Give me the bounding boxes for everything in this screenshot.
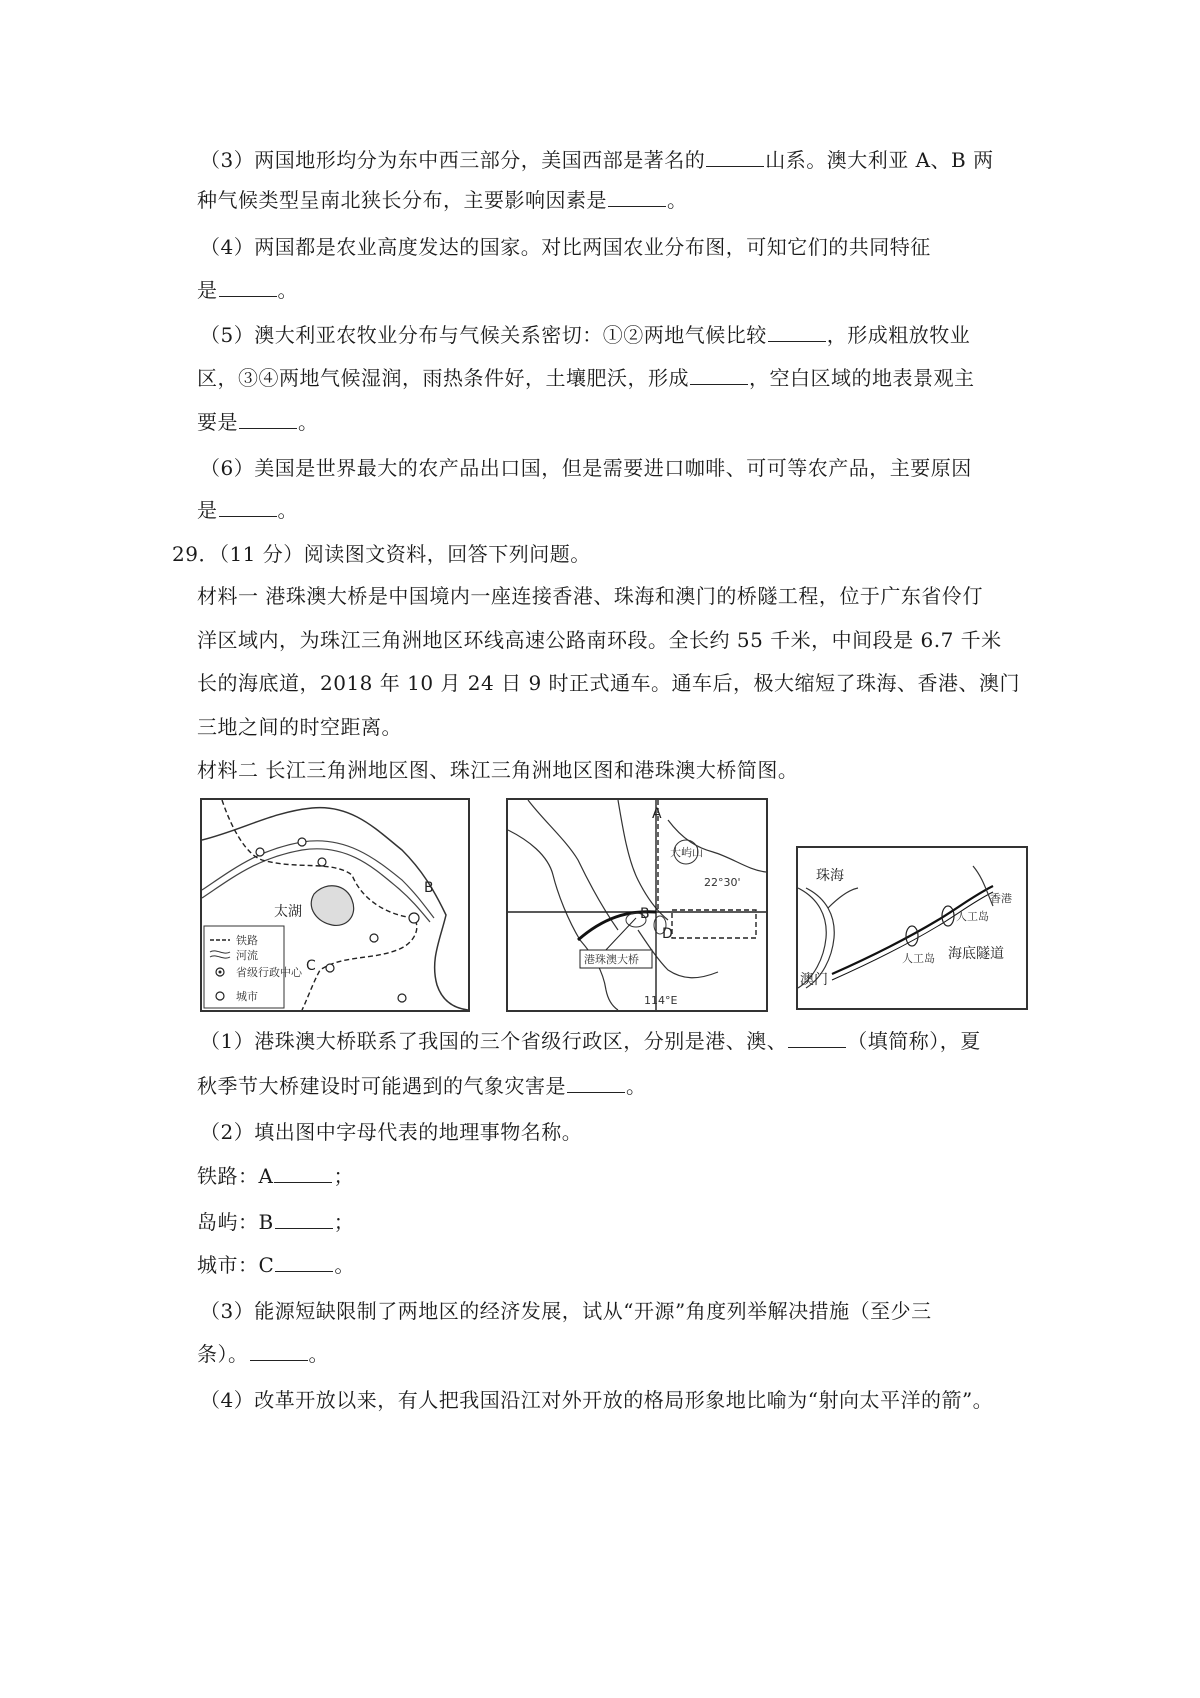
text: 山系。澳大利亚 A、B 两 bbox=[765, 148, 994, 172]
material-1-line1: 材料一 港珠澳大桥是中国境内一座连接香港、珠海和澳门的桥隧工程，位于广东省伶仃 bbox=[197, 584, 983, 608]
text: 种气候类型呈南北狭长分布，主要影响因素是 bbox=[197, 188, 607, 212]
text: 是 bbox=[197, 278, 218, 302]
text: （1）港珠澳大桥联系了我国的三个省级行政区，分别是港、澳、 bbox=[200, 1029, 788, 1053]
river bbox=[508, 830, 618, 1010]
answer-blank[interactable] bbox=[239, 410, 297, 429]
lon-label: 114°E bbox=[644, 994, 678, 1007]
text: （填简称），夏 bbox=[847, 1029, 981, 1053]
q29-sub3-line2 bbox=[197, 1340, 329, 1368]
text: ，形成粗放牧业 bbox=[826, 323, 971, 347]
hk-label: 大屿山 bbox=[670, 846, 703, 859]
provincial-capital-marker bbox=[409, 913, 419, 923]
q28-part5-line1 bbox=[200, 321, 970, 349]
text: ； bbox=[333, 1210, 355, 1234]
material-1-line4: 三地之间的时空距离。 bbox=[197, 715, 402, 739]
legend-city: 城市 bbox=[236, 990, 258, 1003]
text: 是 bbox=[197, 498, 218, 522]
text: （6）美国是世界最大的农产品出口国，但是需要进口咖啡、可可等农产品，主要原因 bbox=[200, 456, 972, 480]
city-marker bbox=[298, 838, 306, 846]
bridge-box-label: 港珠澳大桥 bbox=[584, 953, 639, 966]
q29-sub3-line1: （3）能源短缺限制了两地区的经济发展，试从“开源”角度列举解决措施（至少三 bbox=[200, 1299, 932, 1323]
macau-label: 澳门 bbox=[800, 972, 828, 988]
q28-part3-line1 bbox=[200, 146, 994, 174]
text: 要是 bbox=[197, 410, 238, 434]
answer-blank[interactable] bbox=[250, 1342, 308, 1361]
lake-label: 太湖 bbox=[274, 904, 302, 920]
q28-part4-line2 bbox=[197, 276, 298, 304]
q29-sub1-line2 bbox=[197, 1072, 647, 1100]
text: 。 bbox=[308, 1342, 329, 1366]
island2-label: 人工岛 bbox=[902, 952, 935, 965]
answer-blank[interactable] bbox=[706, 148, 764, 167]
text: ，空白区域的地表景观主 bbox=[749, 366, 975, 390]
city-marker bbox=[256, 848, 264, 856]
text: 区，③④两地气候湿润，雨热条件好，土壤肥沃，形成 bbox=[197, 366, 689, 390]
lat-label: 22°30' bbox=[704, 876, 741, 889]
letter-b: B bbox=[424, 880, 434, 896]
coastline bbox=[828, 888, 858, 908]
answer-blank[interactable] bbox=[690, 366, 748, 385]
city-marker bbox=[370, 934, 378, 942]
q29-sub4: （4）改革开放以来，有人把我国沿江对外开放的格局形象地比喻为“射向太平洋的箭”。 bbox=[200, 1388, 994, 1412]
q28-part5-line3 bbox=[197, 408, 319, 436]
legend-railway: 铁路 bbox=[236, 934, 258, 947]
text: （4）两国都是农业高度发达的国家。对比两国农业分布图，可知它们的共同特征 bbox=[200, 235, 931, 259]
q28-part6-line2 bbox=[197, 496, 298, 524]
boundary-box bbox=[672, 910, 756, 938]
q29-sub2: （2）填出图中字母代表的地理事物名称。 bbox=[200, 1120, 583, 1144]
answer-blank[interactable] bbox=[567, 1074, 625, 1093]
pearl-delta-map bbox=[506, 798, 768, 1012]
river bbox=[528, 800, 618, 930]
material-1-line3: 长的海底道，2018 年 10 月 24 日 9 时正式通车。通车后，极大缩短了珠海、香港、澳门 bbox=[197, 671, 1021, 695]
text: ； bbox=[333, 1164, 354, 1188]
answer-blank[interactable] bbox=[219, 278, 277, 297]
text: 秋季节大桥建设时可能遇到的气象灾害是 bbox=[197, 1074, 566, 1098]
hzmb-diagram bbox=[796, 846, 1028, 1010]
text: 城市：C bbox=[197, 1253, 275, 1277]
letter-c: C bbox=[306, 958, 316, 974]
map-legend bbox=[204, 926, 303, 1008]
answer-blank[interactable] bbox=[768, 323, 826, 342]
q29-sub2-a bbox=[197, 1162, 354, 1190]
zhuhai-label: 珠海 bbox=[816, 868, 844, 884]
text: 。 bbox=[298, 410, 319, 434]
text: 。 bbox=[334, 1253, 355, 1277]
text: 。 bbox=[626, 1074, 647, 1098]
q29-sub2-c bbox=[197, 1251, 355, 1279]
q28-part3-line2 bbox=[197, 186, 688, 214]
text: 条）。 bbox=[197, 1342, 249, 1366]
city-marker bbox=[318, 858, 326, 866]
letter-e: B bbox=[640, 906, 650, 922]
q29-sub2-b bbox=[197, 1208, 354, 1236]
taihu-lake bbox=[311, 886, 353, 926]
answer-blank[interactable] bbox=[275, 1253, 333, 1272]
legend-river: 河流 bbox=[236, 949, 258, 962]
q28-part4-line1 bbox=[200, 233, 931, 261]
callout-line bbox=[604, 918, 636, 952]
letter-d: D bbox=[662, 926, 673, 942]
city-marker bbox=[398, 994, 406, 1002]
bridge-line bbox=[832, 892, 993, 980]
letter-a: A bbox=[652, 806, 662, 822]
text: （3）两国地形均分为东中西三部分，美国西部是著名的 bbox=[200, 148, 706, 172]
answer-blank[interactable] bbox=[219, 498, 277, 517]
answer-blank[interactable] bbox=[275, 1210, 333, 1229]
tunnel-label: 海底隧道 bbox=[948, 946, 1004, 962]
answer-blank[interactable] bbox=[788, 1029, 846, 1048]
text: 。 bbox=[667, 188, 688, 212]
material-2: 材料二 长江三角洲地区图、珠江三角洲地区图和港珠澳大桥简图。 bbox=[197, 758, 799, 782]
hk-label: 香港 bbox=[990, 892, 1012, 905]
q28-part5-line2 bbox=[197, 364, 975, 392]
text: （5）澳大利亚农牧业分布与气候关系密切：①②两地气候比较 bbox=[200, 323, 767, 347]
legend-provincial-capital: 省级行政中心 bbox=[236, 966, 302, 979]
city-marker bbox=[326, 964, 334, 972]
text: 铁路：A bbox=[197, 1164, 274, 1188]
q29-heading: 29．（11 分）阅读图文资料，回答下列问题。 bbox=[172, 542, 591, 566]
text: 。 bbox=[277, 278, 298, 302]
answer-blank[interactable] bbox=[274, 1164, 332, 1183]
island1-label: 人工岛 bbox=[956, 910, 989, 923]
yangtze-delta-map bbox=[200, 798, 470, 1012]
text: 。 bbox=[277, 498, 298, 522]
material-1-line2: 洋区域内，为珠江三角洲地区环线高速公路南环段。全长约 55 千米，中间段是 6.7 千米 bbox=[197, 628, 1002, 652]
q28-part6-line1 bbox=[200, 454, 972, 482]
q29-sub1-line1 bbox=[200, 1027, 981, 1055]
text: 岛屿：B bbox=[197, 1210, 274, 1234]
answer-blank[interactable] bbox=[608, 188, 666, 207]
